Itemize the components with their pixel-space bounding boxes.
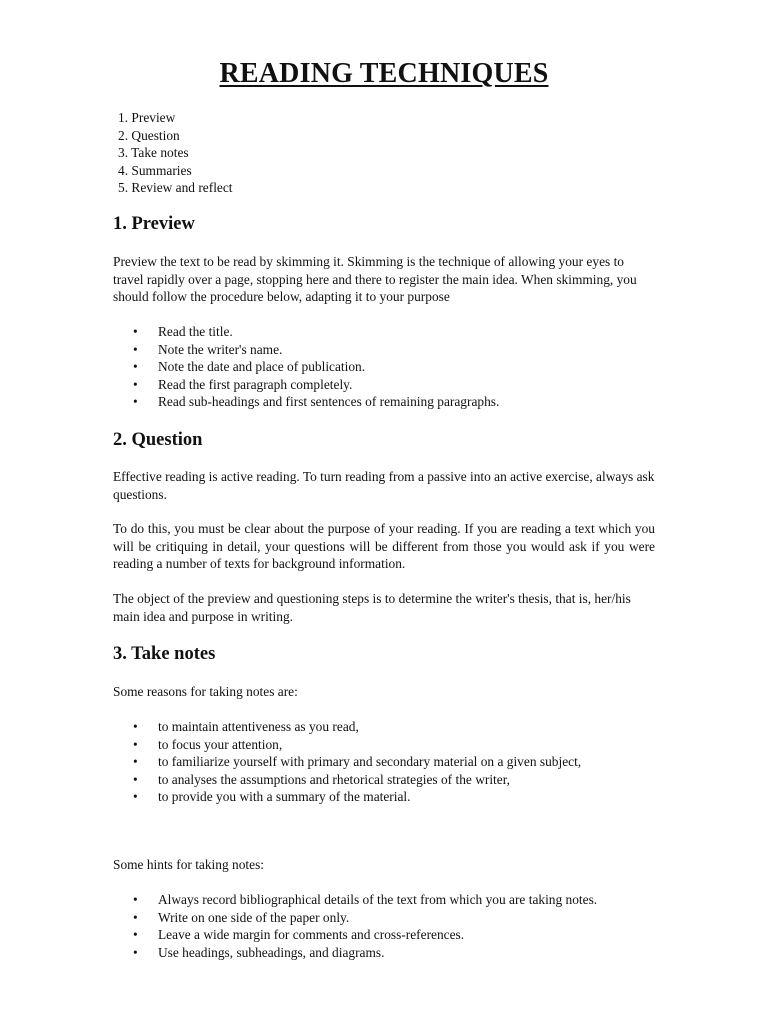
section-heading-question: 2. Question: [113, 430, 203, 450]
bullet-icon: •: [133, 394, 138, 409]
contents-item: 2. Question: [118, 127, 180, 143]
list-item: • Note the writer's name.: [133, 341, 283, 357]
bullet-icon: •: [133, 909, 138, 925]
question-paragraph-1: Effective reading is active reading. To turn reading from a passive into an active exercise, always ask questions.: [113, 469, 655, 502]
contents-item: 5. Review and reflect: [118, 180, 233, 195]
list-item: • Read the title.: [133, 324, 233, 339]
bullet-icon: •: [133, 771, 138, 787]
contents-item: 1. Preview: [118, 110, 176, 125]
list-item: • Always record bibliographical details of the text from which you are taking notes.: [133, 892, 598, 907]
list-item: • Leave a wide margin for comments and cross-references.: [133, 927, 465, 942]
list-item: • Read sub-headings and first sentences of remaining paragraphs.: [133, 394, 500, 409]
contents-item: 3. Take notes: [118, 145, 189, 160]
bullet-icon: •: [133, 359, 138, 374]
list-item: • to provide you with a summary of the material.: [133, 789, 411, 804]
bullet-icon: •: [133, 754, 138, 769]
list-item: • to analyses the assumptions and rhetorical strategies of the writer,: [133, 771, 510, 787]
question-paragraph-3: The object of the preview and questioning steps is to determine the writer's thesis, that is, her/his main idea and purpose in writing.: [113, 591, 631, 624]
bullet-icon: •: [133, 944, 138, 960]
bullet-icon: •: [133, 789, 138, 804]
bullet-icon: •: [133, 927, 138, 942]
section-heading-take-notes: 3. Take notes: [113, 644, 216, 664]
notes-hints-intro: Some hints for taking notes:: [113, 857, 265, 872]
bullet-icon: •: [133, 341, 138, 357]
question-paragraph-2: To do this, you must be clear about the purpose of your reading. If you are reading a text which you will be critiquing in detail, your questions will be different from those you would ask if you were reading a number of texts for background information.: [113, 521, 655, 571]
notes-reasons-list: [133, 718, 581, 806]
list-item: • Note the date and place of publication.: [133, 359, 366, 374]
preview-bullet-list: [133, 323, 499, 411]
contents-item: 4. Summaries: [118, 162, 192, 178]
list-item: • Write on one side of the paper only.: [133, 909, 350, 925]
bullet-icon: •: [133, 324, 138, 339]
list-item: • to maintain attentiveness as you read,: [133, 719, 359, 734]
bullet-icon: •: [133, 376, 138, 392]
list-item: • Use headings, subheadings, and diagrams.: [133, 944, 385, 960]
notes-reasons-intro: Some reasons for taking notes are:: [113, 684, 298, 699]
page-title: READING TECHNIQUES: [219, 58, 549, 89]
list-item: • to familiarize yourself with primary and secondary material on a given subject,: [133, 754, 582, 769]
section-heading-preview: 1. Preview: [113, 214, 195, 234]
list-item: • Read the first paragraph completely.: [133, 376, 353, 392]
contents-list: [118, 109, 233, 197]
preview-paragraph: Preview the text to be read by skimming it. Skimming is the technique of allowing your eyes to travel rapidly over a page, stopping here and there to register the main idea. When skimming, you should follow the procedure below, adapting it to your purpose: [113, 254, 637, 304]
bullet-icon: •: [133, 736, 138, 752]
bullet-icon: •: [133, 719, 138, 734]
bullet-icon: •: [133, 892, 138, 907]
list-item: • to focus your attention,: [133, 736, 283, 752]
notes-hints-list: [133, 891, 597, 961]
